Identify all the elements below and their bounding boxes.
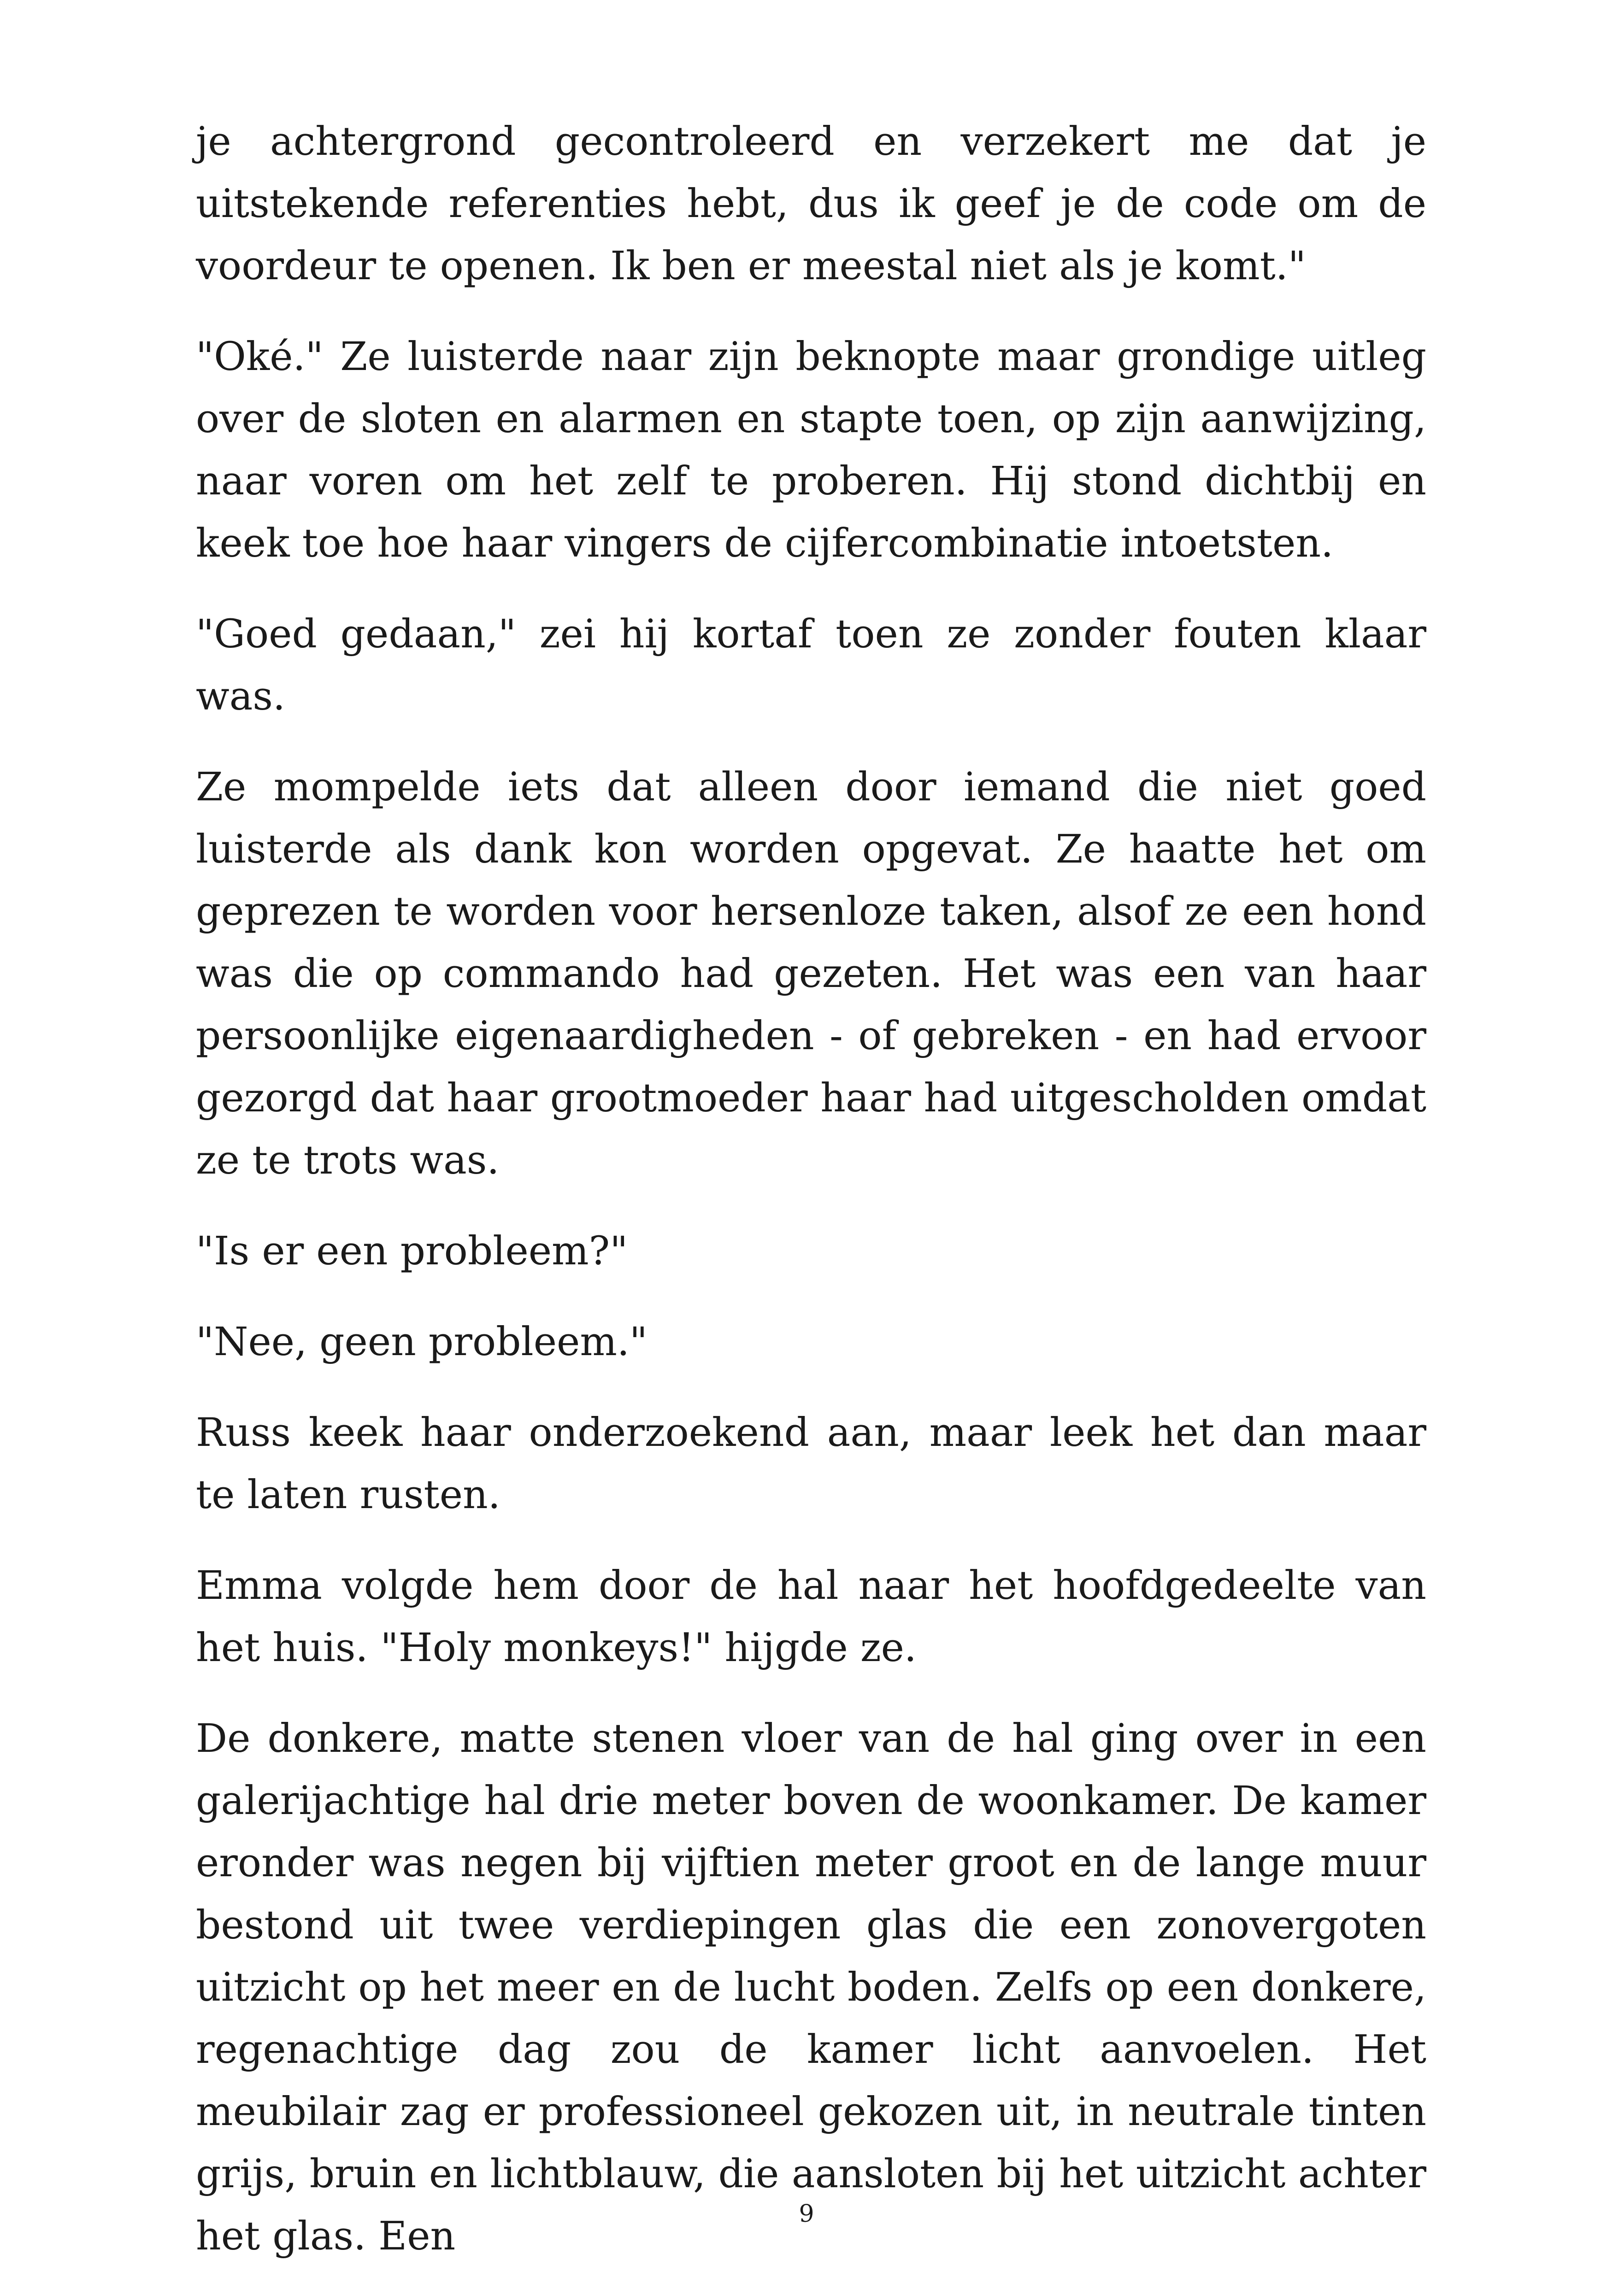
paragraph: Emma volgde hem door de hal naar het hoofdgedeelte van het huis. "Holy monkeys!" hijgde ze.	[196, 1563, 1426, 1671]
body-text	[196, 111, 1426, 2296]
paragraph: Ze mompelde iets dat alleen door iemand die niet goed luisterde als dank kon worden opgevat. Ze haatte het om geprezen te worden voor hersenloze taken, alsof ze een hond was die op commando had gezeten. Het was een van haar persoonlijke eigenaardigheden - of gebreken - en had ervoor gezorgd dat haar grootmoeder haar had uitgescholden omdat ze te trots was.	[196, 764, 1426, 1183]
page-number: 9	[799, 2200, 814, 2228]
paragraph: Russ keek haar onderzoekend aan, maar leek het dan maar te laten rusten.	[196, 1410, 1426, 1518]
paragraph: De donkere, matte stenen vloer van de hal ging over in een galerijachtige hal drie meter boven de woonkamer. De kamer eronder was negen bij vijftien meter groot en de lange muur bestond uit twee verdiepingen glas die een zonovergoten uitzicht op het meer en de lucht boden. Zelfs op een donkere, regenachtige dag zou de kamer licht aanvoelen. Het meubilair zag er professioneel gekozen uit, in neutrale tinten grijs, bruin en lichtblauw, die aansloten bij het uitzicht achter het glas. Een	[196, 1716, 1426, 2259]
paragraph: "Oké." Ze luisterde naar zijn beknopte maar grondige uitleg over de sloten en alarmen en stapte toen, op zijn aanwijzing, naar voren om het zelf te proberen. Hij stond dichtbij en keek toe hoe haar vingers de cijfercombinatie intoetsten.	[196, 334, 1426, 566]
paragraph: je achtergrond gecontroleerd en verzekert me dat je uitstekende referenties hebt, dus ik geef je de code om de voordeur te openen. Ik ben er meestal niet als je komt."	[196, 119, 1426, 289]
paragraph: "Nee, geen probleem."	[196, 1319, 648, 1365]
paragraph: "Is er een probleem?"	[196, 1228, 628, 1274]
paragraph: "Goed gedaan," zei hij kortaf toen ze zonder fouten klaar was.	[196, 611, 1426, 719]
